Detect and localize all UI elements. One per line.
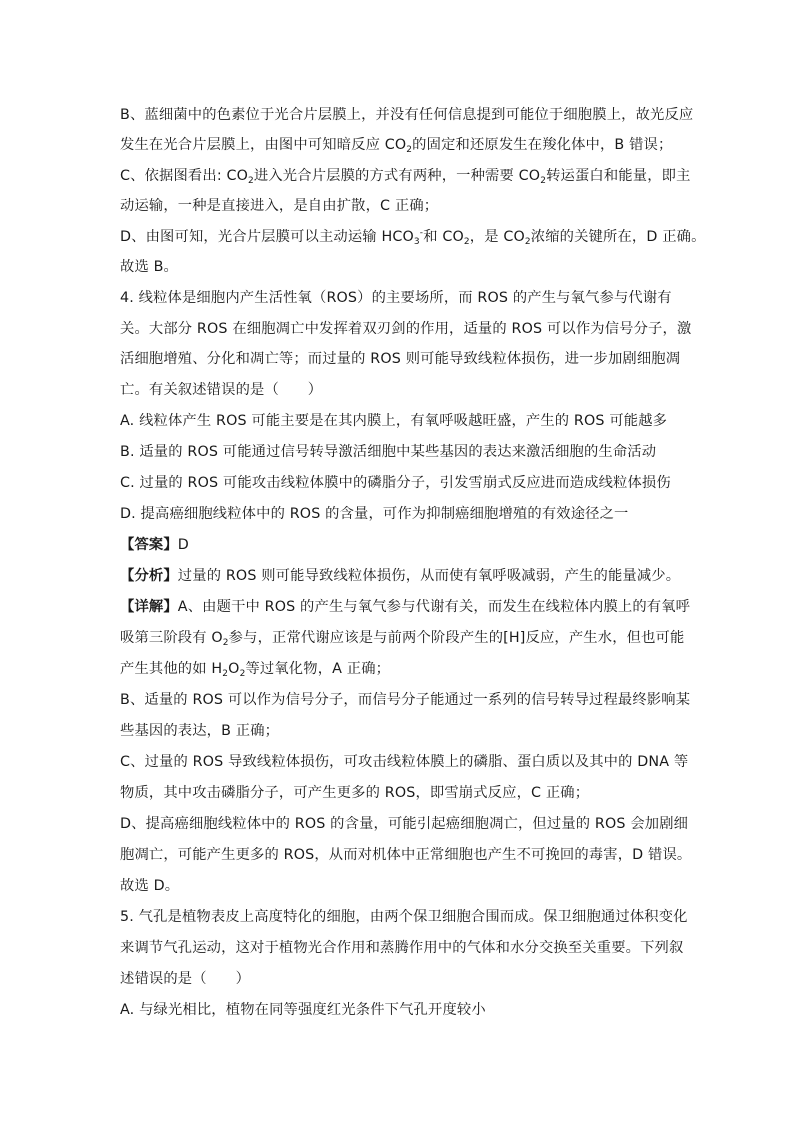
- answer-line: 【答案】D: [120, 537, 189, 553]
- text-line-c-explanation: C、依据图看出: $CO_2$进入光合片层膜的方式有两种，一种需要 $CO_2$转运蛋白和能量，即主: [120, 168, 691, 186]
- text-line: 胞凋亡，可能产生更多的 ROS，从而对机体中正常细胞也产生不可挽回的毒害，D 错误。: [120, 847, 692, 863]
- option-c: C. 过量的 ROS 可能攻击线粒体膜中的磷脂分子，引发雪崩式反应进而造成线粒体损伤: [120, 475, 671, 491]
- text-line: 吸第三阶段有 $O_2$参与，正常代谢应该是与前两个阶段产生的[H]反应，产生水，但也可能: [120, 630, 685, 648]
- analysis-line: 【分析】过量的 ROS 则可能导致线粒体损伤，从而使有氧呼吸减弱，产生的能量减少。: [120, 568, 681, 584]
- answer-conclusion: 故选 B。: [120, 259, 178, 275]
- text-line: D、提高癌细胞线粒体中的 ROS 的含量，可能引起癌细胞凋亡，但过量的 ROS 会加剧细: [120, 816, 689, 832]
- explanation-line: 【详解】A、由题干中 ROS 的产生与氧气参与代谢有关，而发生在线粒体内膜上的有氧呼: [120, 599, 691, 615]
- text-line-d-explanation: D、由图可知，光合片层膜可以主动运输 $HCO_3^-$和 $CO_2$，是 $CO_2$浓缩的关键所在，D 正确。: [120, 228, 706, 247]
- question-4-stem: 亡。有关叙述错误的是（ ）: [120, 382, 323, 398]
- text-line: 动运输，一种是直接进入，是自由扩散，C 正确；: [120, 198, 439, 214]
- question-5-stem: 述错误的是（ ）: [120, 971, 251, 987]
- question-5-stem: 来调节气孔运动，这对于植物光合作用和蒸腾作用中的气体和水分交换至关重要。下列叙: [120, 940, 684, 956]
- text-line: 物质，其中攻击磷脂分子，可产生更多的 ROS，即雪崩式反应，C 正确；: [120, 785, 590, 801]
- text-line: C、过量的 ROS 导致线粒体损伤，可攻击线粒体膜上的磷脂、蛋白质以及其中的 DNA 等: [120, 754, 689, 770]
- text-line: 些基因的表达，B 正确；: [120, 723, 280, 739]
- question-4-stem: 活细胞增殖、分化和凋亡等；而过量的 ROS 则可能导致线粒体损伤，进一步加剧细胞凋: [120, 351, 681, 367]
- text-line: 发生在光合片层膜上，由图中可知暗反应 $CO_2$的固定和还原发生在羧化体中，B 错误；: [120, 137, 673, 155]
- text-line-b-explanation: B、蓝细菌中的色素位于光合片层膜上，并没有任何信息提到可能位于细胞膜上，故光反应: [120, 107, 694, 123]
- question-4-stem: 关。大部分 ROS 在细胞凋亡中发挥着双刃剑的作用，适量的 ROS 可以作为信号分子，激: [120, 321, 692, 337]
- text-line: 产生其他的如 $H_2O_2$等过氧化物，A 正确；: [120, 661, 391, 679]
- text-line: B、适量的 ROS 可以作为信号分子，而信号分子能通过一系列的信号转导过程最终影响某: [120, 692, 691, 708]
- question-4-stem: 4. 线粒体是细胞内产生活性氧（ROS）的主要场所，而 ROS 的产生与氧气参与代谢有: [120, 290, 672, 306]
- option-b: B. 适量的 ROS 可能通过信号转导激活细胞中某些基因的表达来激活细胞的生命活动: [120, 444, 657, 460]
- question-5-stem: 5. 气孔是植物表皮上高度特化的细胞，由两个保卫细胞合围而成。保卫细胞通过体积变化: [120, 909, 688, 925]
- answer-conclusion: 故选 D。: [120, 878, 180, 894]
- option-d: D. 提高癌细胞线粒体中的 ROS 的含量，可作为抑制癌细胞增殖的有效途径之一: [120, 506, 629, 522]
- option-a: A. 线粒体产生 ROS 可能主要是在其内膜上，有氧呼吸越旺盛，产生的 ROS 可能越多: [120, 413, 668, 429]
- option-a: A. 与绿光相比，植物在同等强度红光条件下气孔开度较小: [120, 1002, 486, 1018]
